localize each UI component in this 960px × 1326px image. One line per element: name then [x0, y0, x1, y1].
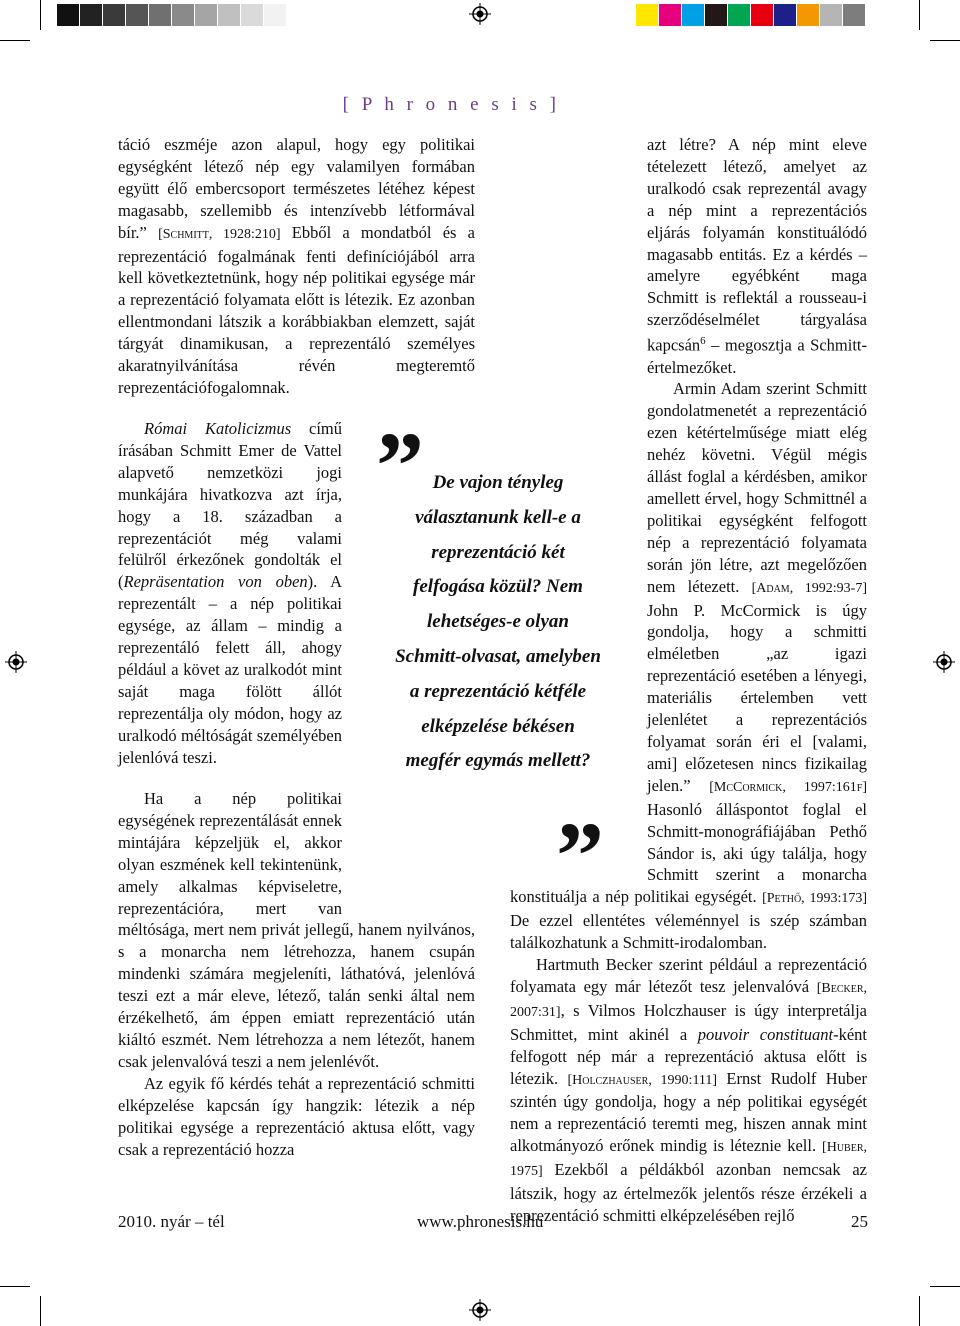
calibration-swatch — [103, 4, 126, 26]
text: John P. McCormick is úgy gondolja, hogy a schmitti elméletben „az igazi reprezentáció esetében a lényegi, materiális értelemben vett jelenlétet a reprezentációs folyamat során éri el [valami, ami] előzetesen nincs fizikailag jelen.” — [647, 600, 867, 795]
registration-mark-icon — [469, 1299, 491, 1321]
registration-mark-icon — [5, 651, 27, 673]
citation: [Adam, 1992:93-7] — [751, 580, 867, 596]
calibration-swatch — [705, 4, 728, 26]
crop-mark — [40, 1296, 41, 1326]
grayscale-calibration-bar — [57, 4, 287, 26]
page-number: 25 — [851, 1212, 868, 1231]
crop-mark — [40, 0, 41, 30]
citation: [Schmitt, 1928:210] — [158, 226, 281, 242]
footnote-ref[interactable]: 6 — [700, 335, 706, 348]
calibration-swatch — [172, 4, 195, 26]
crop-mark — [930, 40, 960, 41]
journal-header: [ P h r o n e s i s ] — [342, 94, 560, 115]
text: ). A reprezentált – a nép politikai egysége, az állam – mindig a reprezentáló felett áll, ahogy például a követ az uralkodót mint saját maga fölött állót reprezentálja oly módon, hogy az uralkodó méltóságát személyében jelenlóvá teszi. — [118, 572, 342, 767]
text: azt létre? A nép mint eleve tételezett létező, amelyet az uralkodó csak reprezentál avagy a nép mint a reprezentációs eljárás folyamán konstituálódó magasabb entitás. Ez a kérdés – amelyre egyébként maga Schmitt is reflektál a rousseau-i szerződéselmélet tárgyalása kapcsán — [647, 135, 867, 355]
text: Az egyik fő kérdés tehát a reprezentáció schmitti elképzelése kapcsán így hangzik: létezik a nép politikai egysége a reprezentáció aktusa előtt, vagy csak a reprezentáció hozza — [118, 1073, 475, 1159]
quote-close-mark: ” — [556, 802, 604, 909]
calibration-swatch — [728, 4, 751, 26]
registration-mark-icon — [933, 651, 955, 673]
color-calibration-bar — [636, 4, 866, 26]
calibration-swatch — [195, 4, 218, 26]
text: Ebből a mondatból és a reprezentáció fogalmának fenti definíciójából arra kell következtetnünk, hogy nép politikai egysége már a reprezentáció folyamata előtt is létezik. Ez azonban ellentmondani látszik a korábbiakban elemzett, saját tárgyát dinamikusan, a reprezentáló személyes akaratnyilvánítása révén megteremtő reprezentációfogalomnak. — [118, 222, 475, 397]
calibration-swatch — [751, 4, 774, 26]
calibration-swatch — [57, 4, 80, 26]
calibration-swatch — [797, 4, 820, 26]
calibration-swatch — [682, 4, 705, 26]
calibration-swatch — [126, 4, 149, 26]
text: -ként felfogott nép már a reprezentáció aktusa előtt is létezik. — [510, 1024, 867, 1088]
citation: [Becker, 2007:31] — [510, 980, 868, 1020]
paragraph — [510, 134, 867, 378]
calibration-swatch — [659, 4, 682, 26]
citation: [McCormick, 1997:161f] — [709, 779, 867, 795]
calibration-swatch — [820, 4, 843, 26]
website-link[interactable]: www.phronesis.hu — [417, 1212, 544, 1231]
left-column-narrow — [118, 418, 342, 769]
paragraph — [118, 418, 342, 769]
citation: [Huber, 1975] — [510, 1140, 867, 1180]
left-column-top — [118, 134, 475, 399]
citation: [Pethő, 1993:173] — [762, 891, 868, 907]
text: című írásában Schmitt Emer de Vattel alapvető nemzetközi jogi munkájára hivatkozva azt írja, hogy a 18. században a reprezentációt még valami felülről érkezőnek gondolták el ( — [118, 419, 342, 592]
text: , s Vilmos Holczhauser is úgy interpretálja Schmittet, mint akinél a — [510, 1000, 867, 1044]
registration-mark-icon — [469, 3, 491, 25]
calibration-swatch — [843, 4, 866, 26]
crop-mark — [0, 40, 30, 41]
crop-mark — [0, 1286, 30, 1287]
term: pouvoir constituant — [697, 1024, 834, 1044]
work-title: Római Katolicizmus — [144, 419, 292, 438]
citation: [Holczhauser, 1990:111] — [567, 1072, 718, 1088]
text: táció eszméje azon alapul, hogy egy politikai egységként létező nép egy valamilyen formában együtt élő embercsoport természetes létéhez képest magasabb, szellemibb és intenzívebb létformával bír.” — [118, 135, 475, 242]
crop-mark — [919, 1296, 920, 1326]
crop-mark — [930, 1286, 960, 1287]
quote-open-mark: ” — [376, 412, 424, 519]
text: Hartmuth Becker szerint például a reprezentáció folyamata egy már létezőt tesz jelenvalóvá — [510, 955, 867, 996]
calibration-swatch — [241, 4, 264, 26]
left-column-bottom — [118, 788, 475, 1160]
text: Ezekből a példákból azonban nemcsak az látszik, hogy az értelmezők jelentős része érzékeli a reprezentáció schmitti elképzelésében rejlő — [510, 1160, 868, 1225]
term: Repräsentation von oben — [123, 572, 308, 592]
text: Ernst Rudolf Huber szintén úgy gondolja, hogy a nép politikai egységét nem a reprezentáció teremti meg, hiszen annak mint alkotmányozó erőnek mindig is léteznie kell. — [510, 1068, 868, 1156]
paragraph — [510, 954, 867, 1227]
right-column — [510, 134, 867, 1227]
paragraph — [118, 134, 475, 399]
issue-label: 2010. nyár – tél — [118, 1212, 225, 1231]
calibration-swatch — [636, 4, 659, 26]
text: Hasonló álláspontot foglal el Schmitt-monográfiájában Pethő Sándor is, aki úgy találja, hogy Schmitt szerint a monarcha konstituálja a nép politikai egységét. — [510, 799, 867, 907]
text: Ha a nép politikai egységének reprezentálását ennek mintájára képzeljük el, akkor olyan eszmének kell tekintenünk, amely alkalmas képviseletre, reprezentációra, mert van méltósága, mert nem privát jellegű, hanem nyilvános, s a monarcha nem létrehozza, hanem csupán mindenki számára megjeleníti, láthatóvá, jelenlóvá teszi ezt a már eleve, létező, talán senki által nem érzékelhető, ám éppen emiatt reprezentáció után kiáltó eszmét. Nem létrehozza a nem létezőt, hanem csak jelenvalóvá teszi a nem jelenlévőt. — [118, 789, 475, 1071]
wrap-spacer — [510, 419, 647, 877]
pull-quote: De vajon tényleg választanunk kell-e a reprezentáció két felfogása közül? Nem lehetséges-e olyan Schmitt-olvasat, amelyben a reprezentáció kétféle elképzelése békésen megfér egymás mellett? — [395, 472, 601, 772]
text: – megosztja a Schmitt-értelmezőket. — [647, 335, 867, 377]
calibration-swatch — [264, 4, 287, 26]
paragraph — [118, 1073, 475, 1161]
calibration-swatch — [218, 4, 241, 26]
calibration-swatch — [774, 4, 797, 26]
calibration-swatch — [149, 4, 172, 26]
crop-mark — [919, 0, 920, 30]
calibration-swatch — [80, 4, 103, 26]
wrap-spacer — [342, 788, 475, 898]
text: Armin Adam szerint Schmitt gondolatmenetét a reprezentáció ezen kétértelműsége miatt elég nehéz követni. Végül mégis állást foglal a kérdésben, amikor amellett érvel, hogy Schmittnél a politikai egységként felfogott nép a reprezentáció folyamata során jön létre, azt megelőzően nem létezett. — [647, 379, 867, 596]
text: De ezzel ellentétes véleménnyel is szép számban találkozhatunk a Schmitt-irodalomban. — [510, 911, 867, 953]
